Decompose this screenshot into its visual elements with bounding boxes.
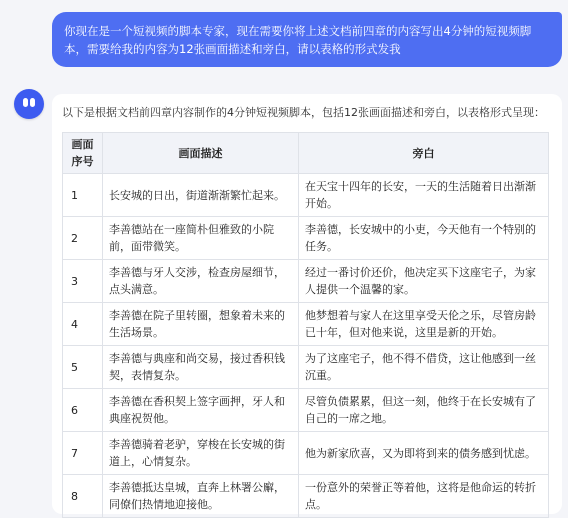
scene-narration: 他为新家欣喜，又为即将到来的债务感到忧虑。 xyxy=(299,432,549,475)
table-row xyxy=(63,174,549,217)
table-row xyxy=(63,303,549,346)
table-row xyxy=(63,217,549,260)
scene-narration: 为了这座宅子，他不得不借贷，这让他感到一丝沉重。 xyxy=(299,346,549,389)
scene-number: 2 xyxy=(63,217,103,260)
scene-number: 5 xyxy=(63,346,103,389)
assistant-message-bubble xyxy=(52,94,562,514)
scene-narration: 一份意外的荣誉正等着他，这将是他命运的转折点。 xyxy=(299,475,549,518)
scene-description: 李善德在香积契上签字画押，牙人和典座祝贺他。 xyxy=(103,389,299,432)
scene-narration: 在天宝十四年的长安，一天的生活随着日出渐渐开始。 xyxy=(299,174,549,217)
scene-number: 3 xyxy=(63,260,103,303)
scene-number: 6 xyxy=(63,389,103,432)
table-row xyxy=(63,475,549,518)
header-scene-description: 画面描述 xyxy=(103,133,299,174)
assistant-intro-text: 以下是根据文档前四章内容制作的4分钟短视频脚本，包括12张画面描述和旁白，以表格形式呈现： xyxy=(62,106,545,119)
scene-narration: 他梦想着与家人在这里享受天伦之乐，尽管房龄已十年，但对他来说，这里是新的开始。 xyxy=(299,303,549,346)
script-table xyxy=(62,132,549,518)
scene-number: 8 xyxy=(63,475,103,518)
user-message-text: 你现在是一个短视频的脚本专家，现在需要你将上述文档前四章的内容写出4分钟的短视频脚本，需要给我的内容为12张画面描述和旁白，请以表格的形式发我 xyxy=(64,24,532,56)
scene-number: 4 xyxy=(63,303,103,346)
scene-description: 李善德抵达皇城，直奔上林署公廨，同僚们热情地迎接他。 xyxy=(103,475,299,518)
table-row xyxy=(63,346,549,389)
scene-description: 李善德与牙人交涉，检查房屋细节，点头满意。 xyxy=(103,260,299,303)
table-row xyxy=(63,260,549,303)
scene-narration: 李善德，长安城中的小吏，今天他有一个特别的任务。 xyxy=(299,217,549,260)
avatar-left-eye xyxy=(23,98,28,107)
table-header-row xyxy=(63,133,549,174)
scene-description: 李善德在院子里转圈，想象着未来的生活场景。 xyxy=(103,303,299,346)
scene-number: 1 xyxy=(63,174,103,217)
scene-narration: 尽管负债累累，但这一刻，他终于在长安城有了自己的一席之地。 xyxy=(299,389,549,432)
scene-description: 李善德站在一座简朴但雅致的小院前，面带微笑。 xyxy=(103,217,299,260)
table-row xyxy=(63,389,549,432)
assistant-avatar-icon xyxy=(14,89,44,119)
avatar-right-eye xyxy=(30,98,35,107)
user-message-bubble xyxy=(52,12,562,67)
header-scene-number: 画面序号 xyxy=(63,133,103,174)
scene-narration: 经过一番讨价还价，他决定买下这座宅子，为家人提供一个温馨的家。 xyxy=(299,260,549,303)
scene-description: 长安城的日出，街道渐渐繁忙起来。 xyxy=(103,174,299,217)
scene-description: 李善德骑着老驴，穿梭在长安城的街道上，心情复杂。 xyxy=(103,432,299,475)
header-narration: 旁白 xyxy=(299,133,549,174)
table-row xyxy=(63,432,549,475)
scene-number: 7 xyxy=(63,432,103,475)
scene-description: 李善德与典座和尚交易，接过香积钱契，表情复杂。 xyxy=(103,346,299,389)
